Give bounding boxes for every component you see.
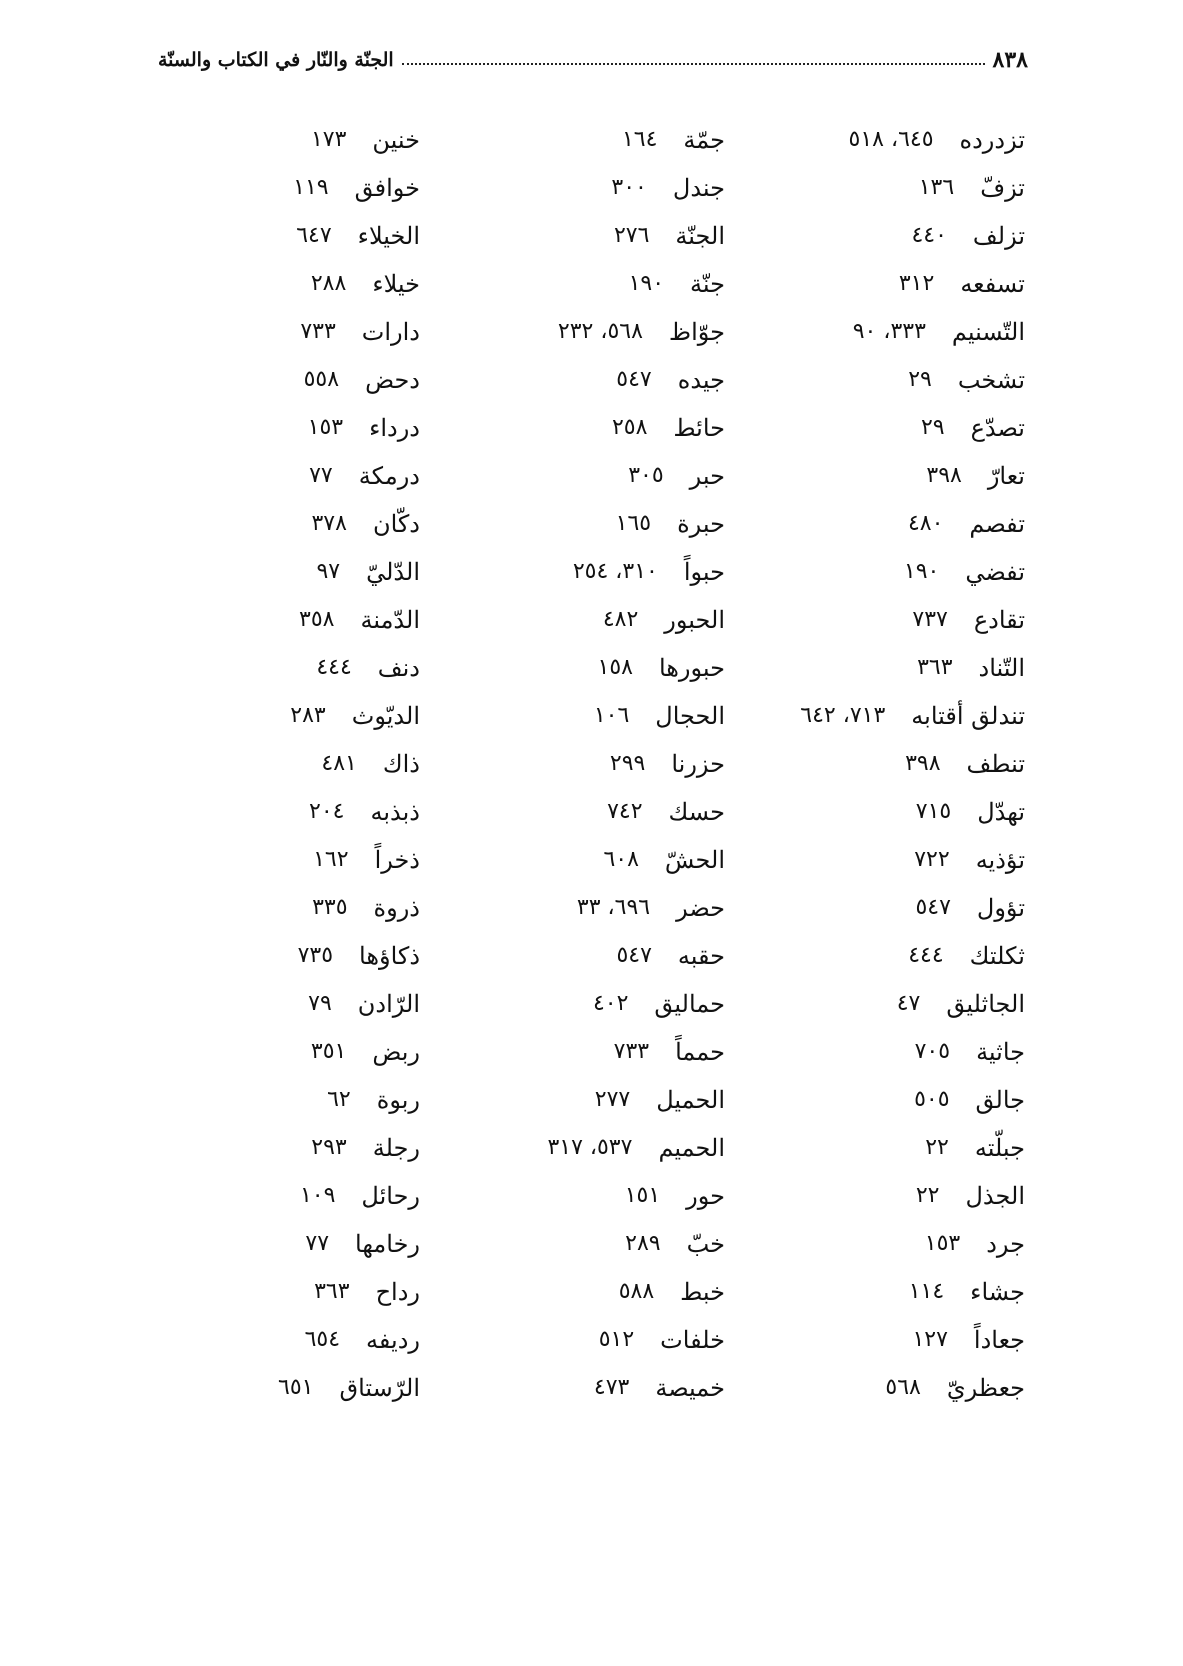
index-term: الدّمنة xyxy=(360,606,420,634)
index-term: تزلف xyxy=(972,222,1025,250)
index-entry xyxy=(475,260,725,308)
index-page-refs: ١٥٨ xyxy=(597,655,633,680)
index-term: تنطف xyxy=(966,750,1025,778)
index-term: حبورها xyxy=(658,654,725,682)
index-term: حزرنا xyxy=(671,750,725,778)
index-entry xyxy=(475,980,725,1028)
index-page-refs: ١٥١ xyxy=(624,1183,661,1208)
index-term: ربض xyxy=(372,1038,420,1066)
index-term: درمكة xyxy=(358,462,420,490)
index-entry xyxy=(755,308,1025,356)
index-term: تؤذيه xyxy=(975,846,1025,874)
index-term: الرّادن xyxy=(357,990,420,1018)
index-term: حماليق xyxy=(654,990,725,1018)
index-term: رخامها xyxy=(355,1230,420,1258)
page-number: ٨٣٨ xyxy=(992,47,1028,73)
index-column-middle xyxy=(475,116,725,1412)
index-entry xyxy=(230,836,420,884)
index-term: تفصم xyxy=(969,510,1025,538)
index-entry xyxy=(475,500,725,548)
index-page-refs: ٢٨٨ xyxy=(310,271,347,296)
index-entry xyxy=(475,404,725,452)
index-page-refs: ٦٤٥، ٥١٨ xyxy=(848,127,934,152)
index-term: جشاء xyxy=(970,1278,1025,1306)
index-entry xyxy=(230,788,420,836)
index-page-refs: ١٥٣ xyxy=(307,415,344,440)
index-term: خنين xyxy=(372,126,420,154)
index-page-refs: ٦٥١ xyxy=(278,1375,314,1400)
index-page-refs: ١٩٠ xyxy=(903,559,940,584)
index-page-refs: ١٦٥ xyxy=(615,511,652,536)
index-page-refs: ١٩٠ xyxy=(628,271,665,296)
index-page-refs: ٥٦٨ xyxy=(885,1375,921,1400)
index-term: حقبه xyxy=(677,942,725,970)
index-term: التّسنيم xyxy=(951,318,1025,346)
index-page-refs: ٢٨٣ xyxy=(290,703,326,728)
index-page-refs: ١٠٦ xyxy=(593,703,630,728)
index-page-refs: ٤٨٠ xyxy=(907,511,944,536)
index-term: خيلاء xyxy=(372,270,420,298)
index-page-refs: ٢٩ xyxy=(920,415,945,440)
index-term: تؤول xyxy=(976,894,1025,922)
index-entry xyxy=(230,1316,420,1364)
index-term: درداء xyxy=(369,414,420,442)
index-entry xyxy=(475,1124,725,1172)
index-page-refs: ١٣٦ xyxy=(918,175,955,200)
index-entry xyxy=(230,1124,420,1172)
index-term: حمماً xyxy=(675,1038,725,1066)
index-page-refs: ١١٩ xyxy=(293,175,329,200)
index-term: تشخب xyxy=(957,366,1025,394)
index-page-refs: ٧٠٥ xyxy=(914,1039,951,1064)
index-term: جعاداً xyxy=(973,1326,1025,1354)
index-page-refs: ٢٩٣ xyxy=(311,1135,347,1160)
index-term: التّناد xyxy=(978,654,1025,682)
index-page-refs: ٧٧ xyxy=(305,1231,330,1256)
index-page-refs: ٦٩٦، ٣٣ xyxy=(576,895,651,920)
index-entry xyxy=(475,884,725,932)
index-entry xyxy=(230,1028,420,1076)
index-term: تعارّ xyxy=(987,462,1025,490)
index-page-refs: ٤٨٢ xyxy=(602,607,639,632)
index-term: جيده xyxy=(677,366,725,394)
index-term: الحميم xyxy=(658,1134,725,1162)
index-term: ذخراً xyxy=(374,846,420,874)
index-page-refs: ٥٣٧، ٣١٧ xyxy=(547,1135,633,1160)
index-entry xyxy=(230,1172,420,1220)
index-page-refs: ٣٦٣ xyxy=(314,1279,350,1304)
index-page-refs: ٢٨٩ xyxy=(625,1231,661,1256)
index-entry xyxy=(230,260,420,308)
index-term: ذبذبه xyxy=(370,798,420,826)
index-entry xyxy=(755,788,1025,836)
index-page-refs: ٧٣٥ xyxy=(297,943,334,968)
index-page-refs: ٣١٢ xyxy=(898,271,935,296)
index-term: الجذل xyxy=(965,1182,1025,1210)
index-entry xyxy=(475,1028,725,1076)
index-term: جعظريّ xyxy=(946,1374,1025,1402)
index-page-refs: ٤٨١ xyxy=(321,751,357,776)
index-page-refs: ٢٥٨ xyxy=(611,415,648,440)
index-entry xyxy=(475,644,725,692)
index-page-refs: ٧٢٢ xyxy=(914,847,950,872)
index-entry xyxy=(230,1076,420,1124)
index-page-refs: ٥٨٨ xyxy=(618,1279,655,1304)
index-entry xyxy=(475,1220,725,1268)
index-entry xyxy=(755,1268,1025,1316)
index-entry xyxy=(475,164,725,212)
index-entry xyxy=(230,740,420,788)
index-page-refs: ٢٢ xyxy=(915,1183,940,1208)
index-term: حبر xyxy=(689,462,725,490)
index-entry xyxy=(475,548,725,596)
index-entry xyxy=(475,116,725,164)
index-entry xyxy=(475,932,725,980)
index-column-right xyxy=(755,116,1025,1412)
index-term: الحميل xyxy=(656,1086,725,1114)
index-page-refs: ٧٤٢ xyxy=(607,799,643,824)
index-entry xyxy=(475,1172,725,1220)
index-entry xyxy=(230,548,420,596)
index-entry xyxy=(230,116,420,164)
index-entry xyxy=(230,308,420,356)
index-page-refs: ٤٤٤ xyxy=(908,943,944,968)
index-term: جاثية xyxy=(976,1038,1025,1066)
index-page-refs: ٧١٣، ٦٤٢ xyxy=(800,703,886,728)
index-entry xyxy=(230,404,420,452)
index-page-refs: ٣٣٥ xyxy=(312,895,348,920)
index-entry xyxy=(475,1364,725,1412)
index-page-refs: ٧٣٣ xyxy=(613,1039,650,1064)
index-page-refs: ١٧٣ xyxy=(310,127,347,152)
index-page-refs: ٤٧٣ xyxy=(593,1375,630,1400)
index-page-refs: ٢٢ xyxy=(925,1135,949,1160)
index-page-refs: ١٠٩ xyxy=(299,1183,336,1208)
index-page-refs: ٣٧٨ xyxy=(311,511,347,536)
index-term: خميصة xyxy=(655,1374,725,1402)
index-term: الحشّ xyxy=(664,846,725,874)
index-entry xyxy=(230,644,420,692)
index-entry xyxy=(755,260,1025,308)
index-page-refs: ٦٠٨ xyxy=(603,847,639,872)
page-header xyxy=(158,40,1028,80)
index-entry xyxy=(230,932,420,980)
index-term: حبواً xyxy=(683,558,725,586)
index-term: جنّة xyxy=(690,270,725,298)
index-term: جبلّته xyxy=(974,1134,1025,1162)
index-entry xyxy=(230,500,420,548)
index-page-refs: ٣٥٨ xyxy=(299,607,335,632)
index-term: الحبور xyxy=(664,606,725,634)
index-term: دكّان xyxy=(372,510,420,538)
index-page-refs: ٣٦٣ xyxy=(917,655,953,680)
index-term: جوّاظ xyxy=(668,318,725,346)
index-entry xyxy=(230,596,420,644)
index-term: حائط xyxy=(673,414,725,442)
index-entry xyxy=(230,1268,420,1316)
index-entry xyxy=(230,692,420,740)
index-page-refs: ٣٩٨ xyxy=(905,751,941,776)
index-term: حبرة xyxy=(677,510,725,538)
index-page-refs: ٧٣٣ xyxy=(300,319,336,344)
index-entry xyxy=(475,1076,725,1124)
index-term: جرد xyxy=(986,1230,1025,1258)
index-page-refs: ٥٤٧ xyxy=(616,943,652,968)
index-term: دارات xyxy=(361,318,420,346)
index-term: جالق xyxy=(975,1086,1025,1114)
index-page-refs: ٥٠٥ xyxy=(914,1087,950,1112)
index-entry xyxy=(755,548,1025,596)
index-entry xyxy=(755,404,1025,452)
index-entry xyxy=(755,1124,1025,1172)
index-page-refs: ٢٧٧ xyxy=(594,1087,631,1112)
index-entry xyxy=(755,836,1025,884)
dot-leader xyxy=(402,63,985,65)
index-term: الدّليّ xyxy=(366,558,420,586)
index-entry xyxy=(755,452,1025,500)
index-columns xyxy=(0,116,1183,1416)
index-term: الديّوث xyxy=(351,702,420,730)
index-page-refs: ٥٤٧ xyxy=(616,367,652,392)
index-page-refs: ٥٦٨، ٢٣٢ xyxy=(557,319,643,344)
index-term: تزفّ xyxy=(980,174,1025,202)
index-entry xyxy=(475,1316,725,1364)
index-term: رحائل xyxy=(361,1182,420,1210)
index-entry xyxy=(475,1268,725,1316)
index-page-refs: ٧٩ xyxy=(308,991,332,1016)
index-term: تفضي xyxy=(965,558,1025,586)
index-entry xyxy=(230,452,420,500)
index-entry xyxy=(755,1364,1025,1412)
index-entry xyxy=(755,692,1025,740)
index-entry xyxy=(230,1220,420,1268)
index-entry xyxy=(755,932,1025,980)
index-entry xyxy=(755,980,1025,1028)
index-term: دنف xyxy=(377,654,420,682)
index-entry xyxy=(755,356,1025,404)
index-page-refs: ١٦٤ xyxy=(621,127,658,152)
index-page-refs: ٧٧ xyxy=(309,463,333,488)
index-term: جندل xyxy=(672,174,725,202)
index-entry xyxy=(755,212,1025,260)
index-term: خبّ xyxy=(686,1230,725,1258)
index-entry xyxy=(475,740,725,788)
index-entry xyxy=(230,1364,420,1412)
index-page-refs: ٢٩٩ xyxy=(609,751,646,776)
index-entry xyxy=(755,884,1025,932)
index-entry xyxy=(755,1076,1025,1124)
index-page-refs: ٥١٢ xyxy=(598,1327,635,1352)
index-term: ذروة xyxy=(373,894,420,922)
index-page-refs: ٦٤٧ xyxy=(296,223,332,248)
index-term: رجلة xyxy=(372,1134,420,1162)
index-term: تسفعه xyxy=(960,270,1025,298)
index-page-refs: ٣٥١ xyxy=(310,1039,347,1064)
index-page-refs: ٥٤٧ xyxy=(915,895,951,920)
index-term: ثكلتك xyxy=(969,942,1025,970)
index-entry xyxy=(475,596,725,644)
index-term: خوافق xyxy=(354,174,420,202)
index-entry xyxy=(475,836,725,884)
index-term: حسك xyxy=(668,798,725,826)
index-term: خلفات xyxy=(660,1326,725,1354)
index-entry xyxy=(475,212,725,260)
index-entry xyxy=(475,788,725,836)
index-term: الحجال xyxy=(655,702,725,730)
index-column-left xyxy=(230,116,420,1412)
index-term: رديفه xyxy=(366,1326,420,1354)
index-page-refs: ٣٠٠ xyxy=(611,175,647,200)
index-term: الجنّة xyxy=(675,222,725,250)
index-term: رداح xyxy=(375,1278,420,1306)
index-entry xyxy=(755,1220,1025,1268)
index-term: دحض xyxy=(365,366,420,394)
index-entry xyxy=(755,1028,1025,1076)
index-entry xyxy=(475,452,725,500)
index-entry xyxy=(755,1316,1025,1364)
index-term: ذاك xyxy=(382,750,420,778)
index-entry xyxy=(230,884,420,932)
index-term: الجاثليق xyxy=(946,990,1025,1018)
index-term: الخيلاء xyxy=(357,222,420,250)
index-entry xyxy=(475,356,725,404)
index-entry xyxy=(755,644,1025,692)
index-entry xyxy=(230,980,420,1028)
index-term: حور xyxy=(686,1182,725,1210)
index-page-refs: ٤٤٠ xyxy=(911,223,947,248)
index-page-refs: ٧١٥ xyxy=(915,799,952,824)
index-page-refs: ٣٠٥ xyxy=(628,463,664,488)
index-page-refs: ٢٠٤ xyxy=(309,799,345,824)
index-page-refs: ١٥٣ xyxy=(924,1231,961,1256)
index-entry xyxy=(230,212,420,260)
index-entry xyxy=(755,500,1025,548)
index-entry xyxy=(230,164,420,212)
index-term: تصدّع xyxy=(970,414,1025,442)
index-page-refs: ٥٥٨ xyxy=(303,367,340,392)
index-term: ذكاؤها xyxy=(359,942,420,970)
index-entry xyxy=(755,1172,1025,1220)
index-page-refs: ٣٣٣، ٩٠ xyxy=(852,319,926,344)
index-page-refs: ٤٠٢ xyxy=(592,991,629,1016)
index-term: خبط xyxy=(680,1278,725,1306)
index-term: جمّة xyxy=(683,126,725,154)
index-entry xyxy=(755,596,1025,644)
index-page-refs: ٦٢ xyxy=(327,1087,351,1112)
index-page-refs: ١٢٧ xyxy=(912,1327,948,1352)
index-page-refs: ٧٣٧ xyxy=(912,607,948,632)
index-entry xyxy=(475,308,725,356)
index-term: حضر xyxy=(676,894,725,922)
running-title: الجنّة والنّار في الكتاب والسنّة xyxy=(158,49,394,71)
index-entry xyxy=(475,692,725,740)
index-entry xyxy=(755,164,1025,212)
index-term: ربوة xyxy=(376,1086,420,1114)
index-page-refs: ١١٤ xyxy=(908,1279,945,1304)
index-term: تندلق أقتابه xyxy=(911,702,1025,730)
index-term: تقادع xyxy=(973,606,1025,634)
index-term: الرّستاق xyxy=(339,1374,420,1402)
index-page-refs: ٣٩٨ xyxy=(926,463,962,488)
index-page-refs: ٤٧ xyxy=(896,991,921,1016)
index-entry xyxy=(230,356,420,404)
index-page-refs: ٣١٠، ٢٥٤ xyxy=(572,559,658,584)
index-page-refs: ٤٤٤ xyxy=(316,655,352,680)
index-page-refs: ٦٥٤ xyxy=(304,1327,341,1352)
index-page-refs: ١٦٢ xyxy=(313,847,349,872)
index-page-refs: ٩٧ xyxy=(316,559,341,584)
index-term: تزدرده xyxy=(959,126,1025,154)
index-term: تهدّل xyxy=(977,798,1025,826)
index-page-refs: ٢٧٦ xyxy=(613,223,650,248)
index-entry xyxy=(755,116,1025,164)
index-entry xyxy=(755,740,1025,788)
index-page-refs: ٢٩ xyxy=(908,367,932,392)
